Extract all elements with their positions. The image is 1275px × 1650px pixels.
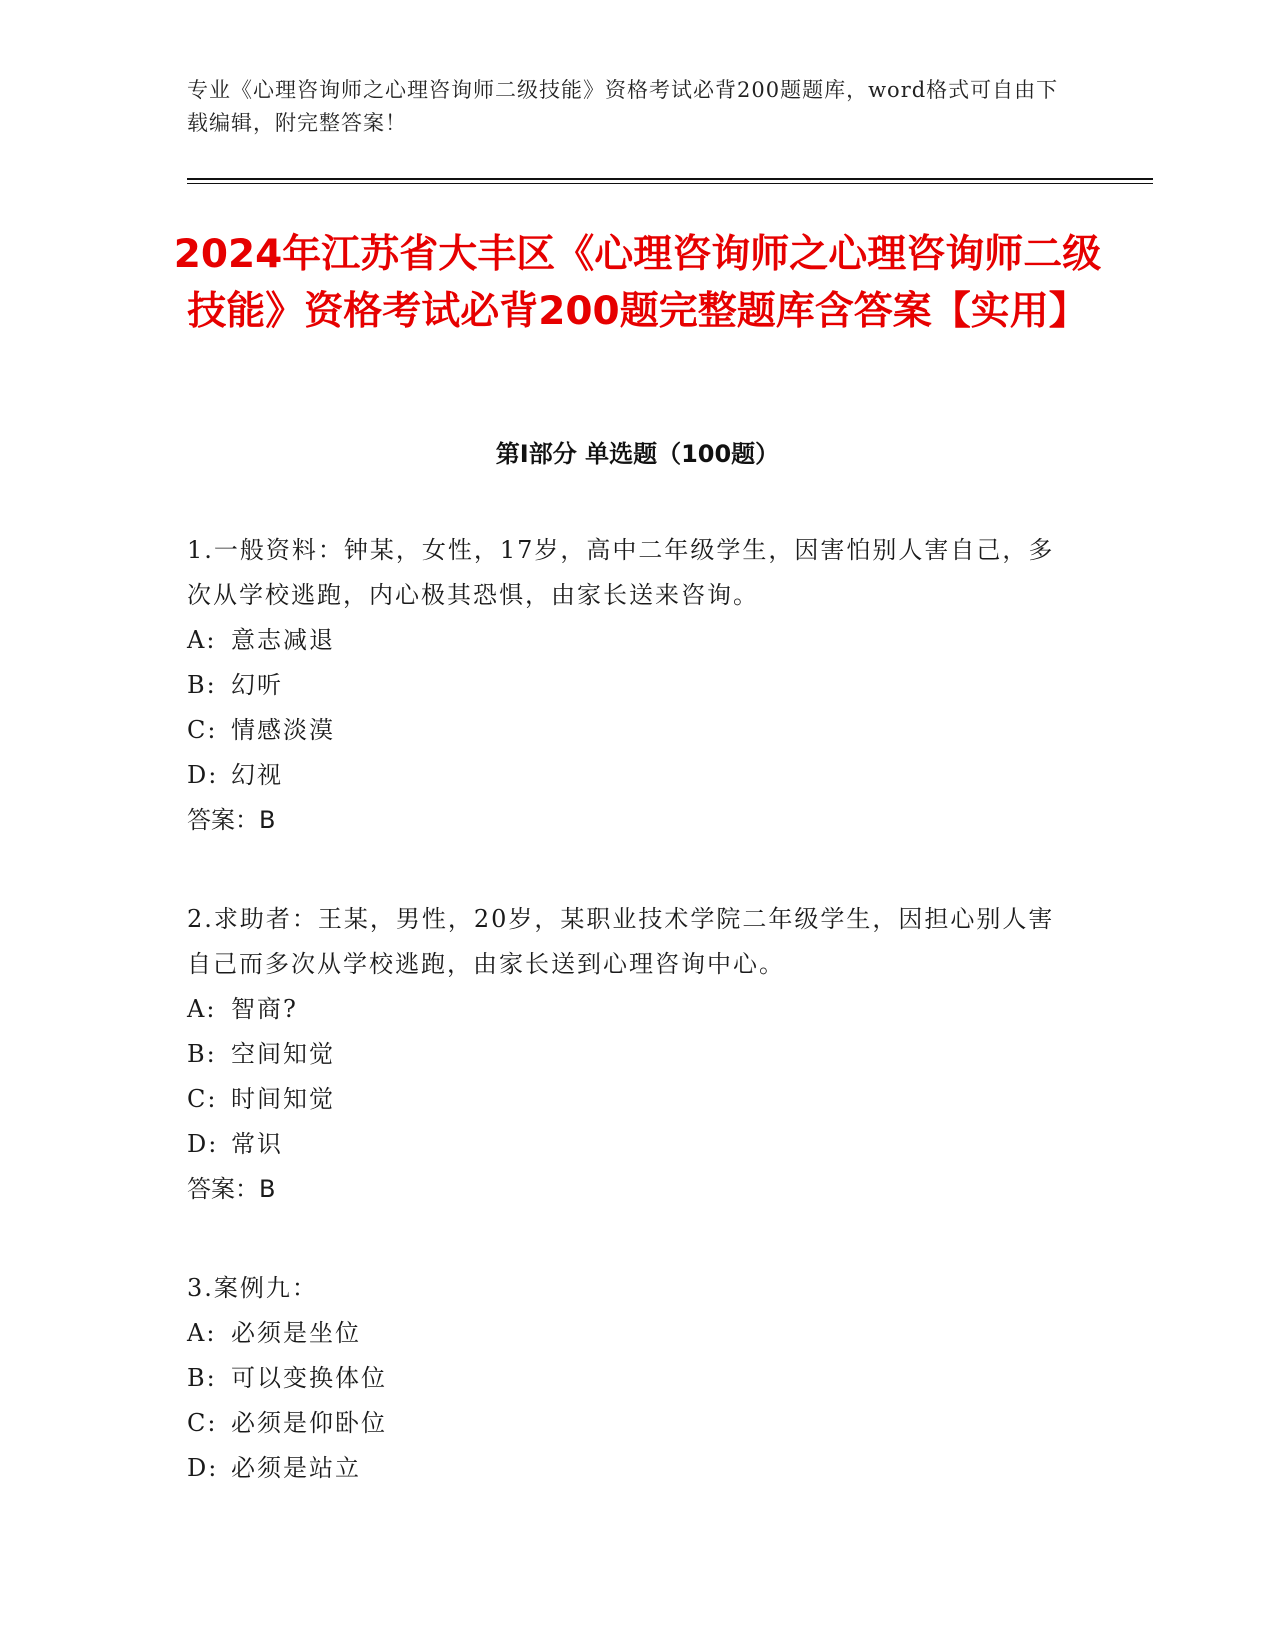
- answer-line: 答案：B: [187, 806, 276, 834]
- option-letter: A:: [187, 995, 217, 1023]
- option-letter: D:: [187, 1454, 219, 1482]
- option-c: [187, 1401, 1067, 1446]
- option-letter: C:: [187, 1409, 218, 1437]
- question-stem: 1.一般资料：钟某，女性，17岁，高中二年级学生，因害怕别人害自己，多次从学校逃跑，内心极其恐惧，由家长送来咨询。: [187, 536, 1055, 609]
- section-heading: 第Ⅰ部分 单选题（100题）: [495, 440, 780, 468]
- option-letter: C:: [187, 716, 218, 744]
- option-letter: A:: [187, 1319, 217, 1347]
- option-text: 幻视: [231, 761, 283, 789]
- option-a: [187, 618, 1067, 663]
- option-d: [187, 1446, 1067, 1491]
- option-b: [187, 663, 1067, 708]
- question-1: [187, 528, 1067, 843]
- option-a: [187, 987, 1067, 1032]
- option-text: 情感淡漠: [231, 716, 335, 744]
- option-letter: B:: [187, 671, 217, 699]
- question-stem: 2.求助者：王某，男性，20岁，某职业技术学院二年级学生，因担心别人害自己而多次从学校逃跑，由家长送到心理咨询中心。: [187, 905, 1055, 978]
- option-text: 幻听: [231, 671, 283, 699]
- header-rule-thin: [187, 183, 1153, 184]
- option-d: [187, 1122, 1067, 1167]
- option-letter: A:: [187, 626, 217, 654]
- option-d: [187, 753, 1067, 798]
- option-text: 意志减退: [231, 626, 335, 654]
- answer-line: 答案：B: [187, 1175, 276, 1203]
- option-text: 必须是站立: [231, 1454, 361, 1482]
- option-letter: D:: [187, 1130, 219, 1158]
- option-letter: C:: [187, 1085, 218, 1113]
- question-stem: 3.案例九：: [187, 1274, 318, 1302]
- option-letter: B:: [187, 1040, 217, 1068]
- header-rule-thick: [187, 178, 1153, 180]
- question-list: [187, 528, 1067, 1545]
- option-b: [187, 1356, 1067, 1401]
- option-letter: D:: [187, 761, 219, 789]
- option-a: [187, 1311, 1067, 1356]
- option-text: 必须是坐位: [231, 1319, 361, 1347]
- option-c: [187, 708, 1067, 753]
- header-note: 专业《心理咨询师之心理咨询师二级技能》资格考试必背200题题库，word格式可自由下载编辑，附完整答案！: [187, 78, 1059, 135]
- document-title: 2024年江苏省大丰区《心理咨询师之心理咨询师二级技能》资格考试必背200题完整题库含答案【实用】: [173, 232, 1102, 334]
- question-2: [187, 897, 1067, 1212]
- option-letter: B:: [187, 1364, 217, 1392]
- option-text: 时间知觉: [231, 1085, 335, 1113]
- option-text: 常识: [231, 1130, 283, 1158]
- option-text: 可以变换体位: [231, 1364, 387, 1392]
- option-text: 必须是仰卧位: [231, 1409, 387, 1437]
- question-3: [187, 1266, 1067, 1491]
- option-b: [187, 1032, 1067, 1077]
- option-text: 空间知觉: [231, 1040, 335, 1068]
- option-text: 智商?: [231, 995, 298, 1023]
- option-c: [187, 1077, 1067, 1122]
